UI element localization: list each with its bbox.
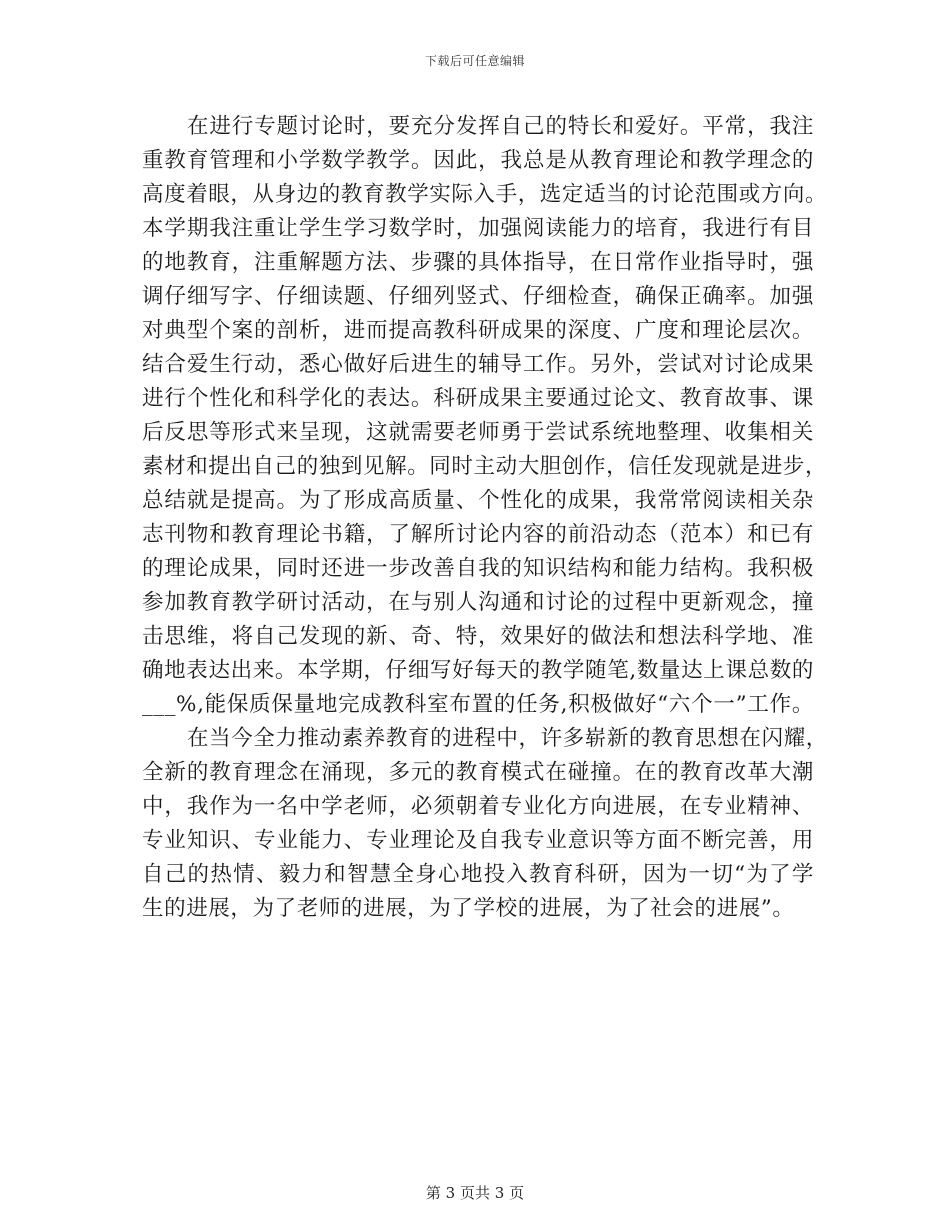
paragraph-line: 对典型个案的剖析，进而提高教科研成果的深度、广度和理论层次。 — [142, 318, 814, 343]
paragraph-line: 在当今全力推动素养教育的进程中，许多崭新的教育思想在闪耀， — [187, 726, 828, 751]
paragraph-line: 后反思等形式来呈现，这就需要老师勇于尝试系统地整理、收集相关 — [142, 420, 814, 445]
paragraph-line: 确地表达出来。本学期，仔细写好每天的教学随笔,数量达上课总数的 — [142, 658, 814, 683]
paragraph-line: 素材和提出自己的独到见解。同时主动大胆创作，信任发现就是进步， — [142, 454, 828, 479]
paragraph-line: 参加教育教学研讨活动，在与别人沟通和讨论的过程中更新观念，撞 — [142, 590, 814, 615]
paragraph-line: 在进行专题讨论时，要充分发挥自己的特长和爱好。平常，我注 — [187, 114, 814, 139]
paragraph-line: 高度着眼，从身边的教育教学实际入手，选定适当的讨论范围或方向。 — [142, 182, 828, 207]
paragraph-line: 调仔细写字、仔细读题、仔细列竖式、仔细检查，确保正确率。加强 — [142, 284, 814, 309]
paragraph-line: 结合爱生行动，悉心做好后进生的辅导工作。另外，尝试对讨论成果 — [142, 352, 814, 377]
paragraph-line: 重教育管理和小学数学教学。因此，我总是从教育理论和教学理念的 — [142, 148, 814, 173]
paragraph-line: 击思维，将自己发现的新、奇、特，效果好的做法和想法科学地、准 — [142, 624, 814, 649]
page-header: 下载后可任意编辑 — [424, 54, 525, 68]
document-body — [142, 110, 828, 926]
paragraph-line: 自己的热情、毅力和智慧全身心地投入教育科研，因为一切“为了学 — [142, 862, 814, 887]
paragraph-line: 中，我作为一名中学老师，必须朝着专业化方向进展，在专业精神、 — [142, 794, 814, 819]
page-number-footer: 第 3 页共 3 页 — [425, 1184, 525, 1202]
paragraph-line: 全新的教育理念在涌现，多元的教育模式在碰撞。在的教育改革大潮 — [142, 760, 814, 785]
paragraph-line: 总结就是提高。为了形成高质量、个性化的成果，我常常阅读相关杂 — [142, 488, 814, 513]
paragraph-line: 进行个性化和科学化的表达。科研成果主要通过论文、教育故事、课 — [142, 386, 814, 411]
paragraph-line: ___%,能保质保量地完成教科室布置的任务,积极做好“六个一”工作。 — [142, 692, 814, 717]
paragraph-line: 的理论成果，同时还进一步改善自我的知识结构和能力结构。我积极 — [142, 556, 814, 581]
paragraph-line: 本学期我注重让学生学习数学时，加强阅读能力的培育，我进行有目 — [142, 216, 814, 241]
paragraph-2 — [142, 722, 828, 926]
paragraph-line: 专业知识、专业能力、专业理论及自我专业意识等方面不断完善，用 — [142, 828, 814, 853]
paragraph-line: 生的进展，为了老师的进展，为了学校的进展，为了社会的进展”。 — [142, 896, 795, 921]
paragraph-1 — [142, 110, 828, 722]
paragraph-line: 的地教育，注重解题方法、步骤的具体指导，在日常作业指导时，强 — [142, 250, 814, 275]
paragraph-line: 志刊物和教育理论书籍，了解所讨论内容的前沿动态（范本）和已有 — [142, 522, 814, 547]
